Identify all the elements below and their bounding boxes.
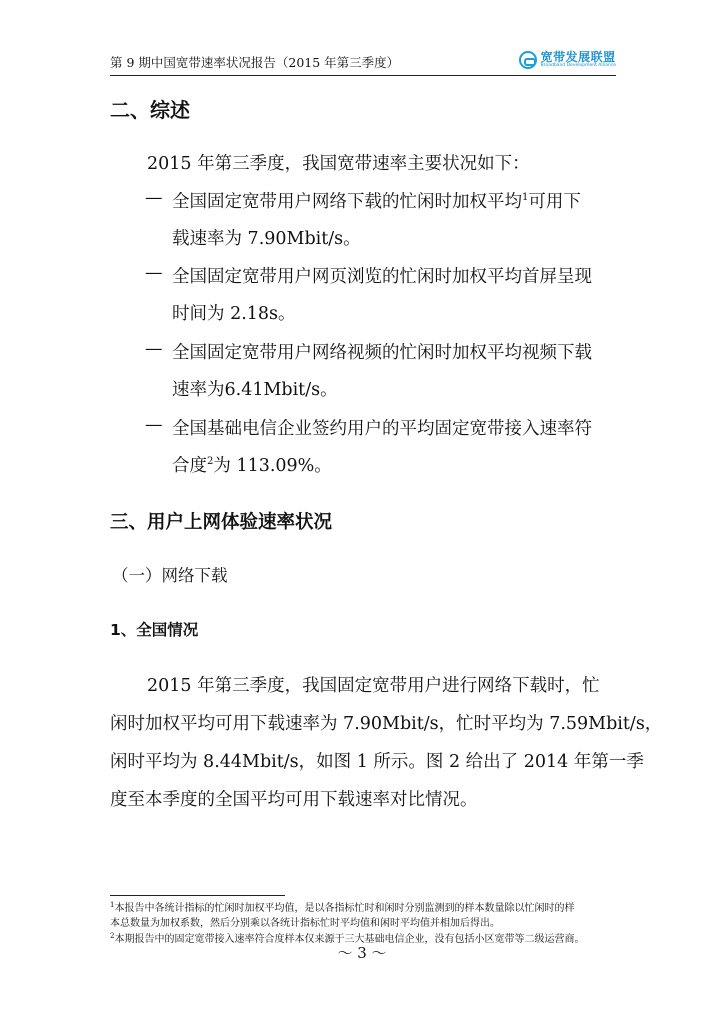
overview-item-4-line-1: 全国基础电信企业签约用户的平均固定宽带接入速率符 xyxy=(172,419,592,439)
list-dash: — xyxy=(145,339,163,359)
overview-item-1-line-2: 载速率为 7.90Mbit/s。 xyxy=(172,229,361,249)
national-paragraph-line-4: 度至本季度的全国平均可用下载速率对比情况。 xyxy=(110,790,478,810)
footnote-divider xyxy=(110,895,285,896)
list-dash: — xyxy=(145,263,163,283)
footnote-mark-1: 1 xyxy=(110,901,115,909)
footnote-ref-1: 1 xyxy=(522,192,529,203)
overview-item-3-line-1: 全国固定宽带用户网络视频的忙闲时加权平均视频下载 xyxy=(172,343,592,363)
footnote-2: $^2$本期报告中的固定宽带接入速率符合度样本仅来源于三大基础电信企业，没有包括小区宽带等二级运营商。 xyxy=(110,932,585,945)
alliance-logo xyxy=(519,50,616,70)
logo-icon xyxy=(519,51,537,69)
section-heading-overview: 二、综述 xyxy=(110,98,190,122)
logo-name-cn: 宽带发展联盟 xyxy=(540,50,616,65)
section-heading-user-experience: 三、用户上网体验速率状况 xyxy=(110,512,333,533)
list-dash: — xyxy=(145,415,163,435)
subsection-heading-national: 1、全国情况 xyxy=(110,621,199,639)
overview-item-2-line-2: 时间为 2.18s。 xyxy=(172,304,296,324)
national-paragraph-line-2: 闲时加权平均可用下载速率为 7.90Mbit/s，忙时平均为 7.59Mbit/s， xyxy=(110,714,663,734)
page-header xyxy=(110,50,616,72)
overview-item-4-line-2: 合度$^2$为 113.09%。 xyxy=(172,456,332,476)
overview-item-1-line-1: 全国固定宽带用户网络下载的忙闲时加权平均$^1$可用下 xyxy=(172,192,581,212)
overview-item-2-line-1: 全国固定宽带用户网页浏览的忙闲时加权平均首屏呈现 xyxy=(172,267,592,287)
national-paragraph-line-1: 2015 年第三季度，我国固定宽带用户进行网络下载时，忙 xyxy=(147,676,600,696)
national-paragraph-line-3: 闲时平均为 8.44Mbit/s，如图 1 所示。图 2 给出了 2014 年第一季 xyxy=(110,752,644,772)
subsection-heading-download: （一）网络下载 xyxy=(112,566,228,585)
footnote-1: $^1$本报告中各统计指标的忙闲时加权平均值，是以各指标忙时和闲时分别监测到的样本数量除以忙闲时的样 本总数量为加权系数，然后分别乘以各统计指标忙时平均值和闲时平均值并相加后得出。 xyxy=(110,901,575,929)
page-number: ～ 3 ～ xyxy=(337,944,387,962)
footnote-mark-2: 2 xyxy=(110,932,115,940)
logo-name-en: Broadband Development Alliance xyxy=(540,63,616,69)
overview-item-3-line-2: 速率为6.41Mbit/s。 xyxy=(172,380,338,400)
list-dash: — xyxy=(145,188,163,208)
header-title: 第 9 期中国宽带速率状况报告（2015 年第三季度） xyxy=(110,55,400,70)
overview-intro: 2015 年第三季度，我国宽带速率主要状况如下： xyxy=(147,154,530,174)
footnote-ref-2: 2 xyxy=(207,456,214,467)
header-divider xyxy=(110,75,616,76)
